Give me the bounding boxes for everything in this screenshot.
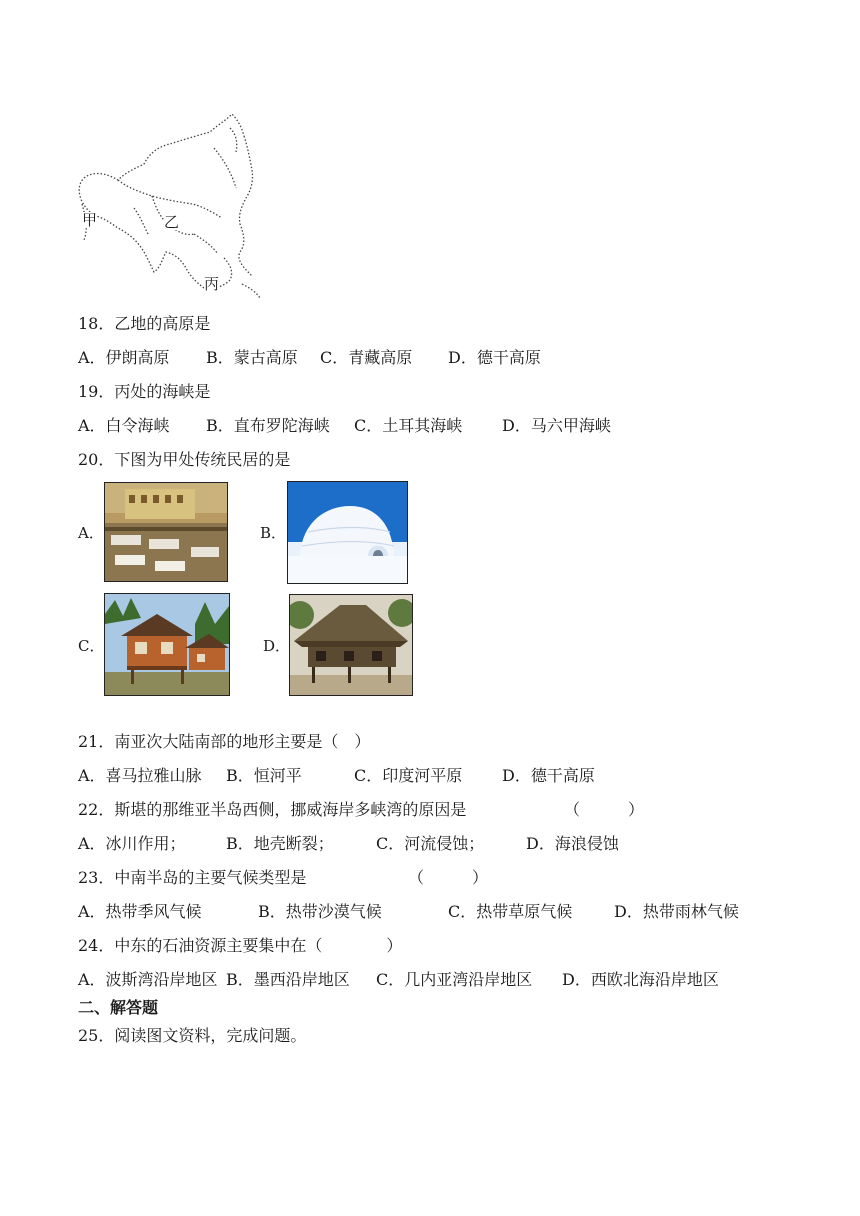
map-label-jia: 甲	[82, 211, 98, 229]
map-label-yi: 乙	[164, 213, 180, 231]
q24-option-d: D．西欧北海沿岸地区	[562, 970, 719, 989]
q21-option-d: D．德干高原	[502, 766, 595, 785]
section-heading: 二、解答题	[78, 998, 159, 1017]
q23-option-b: B．热带沙漠气候	[258, 902, 382, 921]
question-19-stem: 19．丙处的海峡是	[78, 382, 211, 401]
q20-option-d-letter: D．	[263, 637, 291, 655]
q19-option-c: C．土耳其海峡	[354, 416, 463, 435]
question-22-answer-blank: （ ）	[564, 800, 645, 819]
q18-option-b: B．蒙古高原	[206, 348, 298, 367]
question-23-answer-blank: （ ）	[408, 868, 489, 887]
q24-option-a: A．波斯湾沿岸地区	[78, 970, 218, 989]
q24-option-c: C．几内亚湾沿岸地区	[376, 970, 533, 989]
q18-option-a: A．伊朗高原	[78, 348, 170, 367]
question-24-stem: 24．中东的石油资源主要集中在（ ）	[78, 936, 403, 955]
q22-option-d: D．海浪侵蚀	[526, 834, 619, 853]
map-label-bing: 丙	[204, 275, 220, 293]
q23-option-d: D．热带雨林气候	[614, 902, 739, 921]
wooden-chalet-image	[104, 593, 230, 696]
asia-outline-map	[74, 108, 264, 300]
q22-option-a: A．冰川作用；	[78, 834, 186, 853]
q19-option-a: A．白令海峡	[78, 416, 170, 435]
q19-option-d: D．马六甲海峡	[502, 416, 611, 435]
q24-option-b: B．墨西沿岸地区	[226, 970, 350, 989]
q19-option-b: B．直布罗陀海峡	[206, 416, 330, 435]
question-21-stem: 21．南亚次大陆南部的地形主要是（ ）	[78, 732, 371, 751]
q23-option-c: C．热带草原气候	[448, 902, 573, 921]
question-20-stem: 20．下图为甲处传统民居的是	[78, 450, 291, 469]
q18-option-c: C．青藏高原	[320, 348, 413, 367]
q22-option-b: B．地壳断裂；	[226, 834, 334, 853]
q20-option-b-letter: B．	[260, 524, 287, 542]
question-23-stem: 23．中南半岛的主要气候类型是	[78, 868, 307, 887]
q18-option-d: D．德干高原	[448, 348, 541, 367]
question-25-stem: 25．阅读图文资料，完成问题。	[78, 1026, 307, 1045]
asia-map-outline-drawing	[74, 108, 264, 300]
igloo-image	[287, 481, 408, 584]
q22-option-c: C．河流侵蚀；	[376, 834, 485, 853]
question-18-stem: 18．乙地的高原是	[78, 314, 211, 333]
stilt-house-image	[289, 594, 413, 696]
q21-option-c: C．印度河平原	[354, 766, 463, 785]
q21-option-a: A．喜马拉雅山脉	[78, 766, 202, 785]
q20-option-c-letter: C．	[78, 637, 105, 655]
q23-option-a: A．热带季风气候	[78, 902, 202, 921]
question-22-stem: 22．斯堪的那维亚半岛西侧，挪威海岸多峡湾的原因是	[78, 800, 467, 819]
q21-option-b: B．恒河平	[226, 766, 302, 785]
q20-option-a-letter: A．	[78, 524, 104, 542]
flat-roof-house-image	[104, 482, 228, 582]
